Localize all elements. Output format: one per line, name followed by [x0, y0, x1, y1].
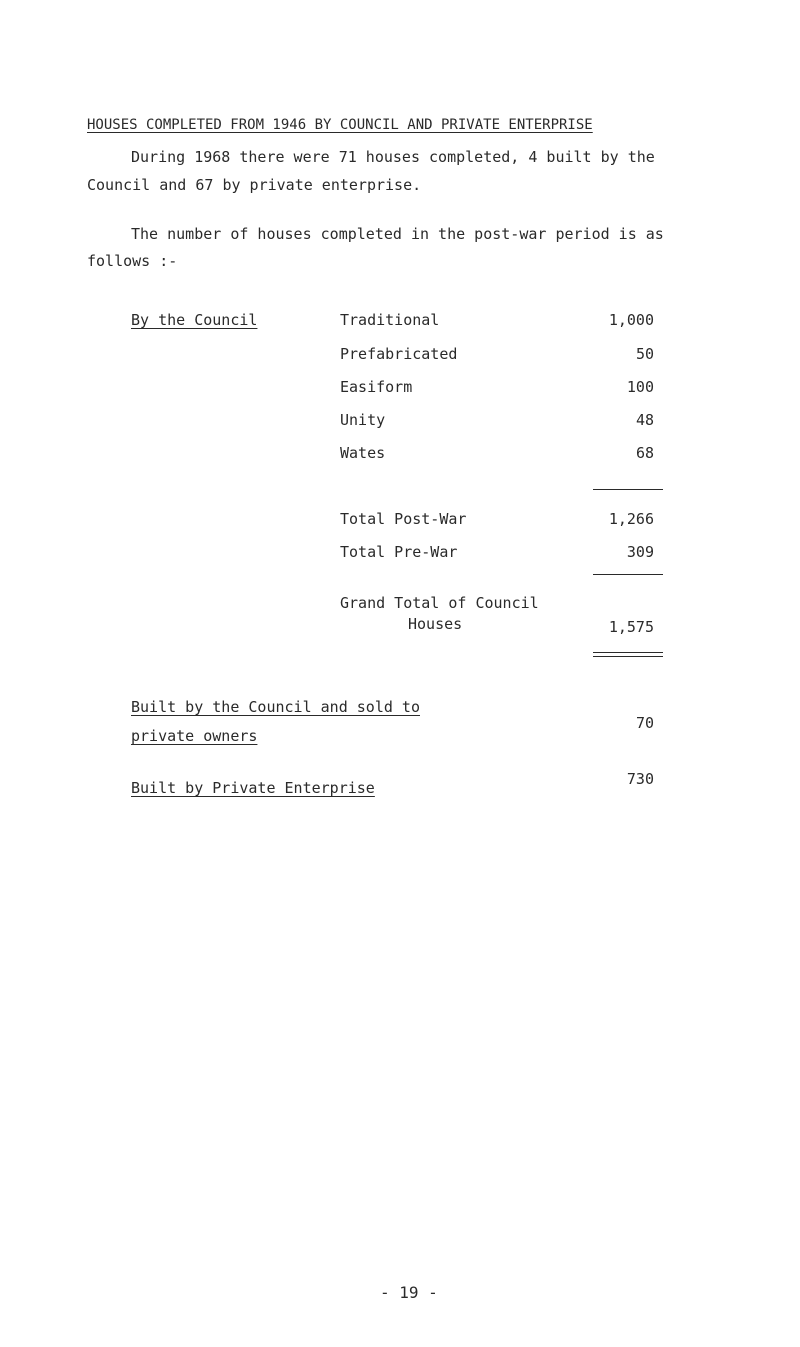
grand-total-double-rule	[593, 652, 663, 657]
para2-line1: The number of houses completed in the post-war period is as	[131, 225, 664, 243]
total-rule	[593, 574, 663, 575]
private-value: 730	[626, 770, 654, 788]
page-heading: HOUSES COMPLETED FROM 1946 BY COUNCIL AND PRIVATE ENTERPRISE	[87, 117, 593, 133]
row-label: Prefabricated	[340, 345, 458, 363]
subtotal-rule	[593, 489, 663, 490]
row-value: 68	[635, 444, 654, 462]
sold-label-line1: Built by the Council and sold to	[131, 698, 420, 716]
row-label: Easiform	[340, 378, 413, 396]
row-value: 48	[635, 411, 654, 429]
row-label: Traditional	[340, 311, 440, 329]
row-label: Wates	[340, 444, 386, 462]
page-number: - 19 -	[380, 1283, 438, 1302]
sold-label-line2: private owners	[131, 727, 258, 745]
total-post-war-label: Total Post-War	[340, 510, 467, 528]
total-post-war-value: 1,266	[608, 510, 654, 528]
para1-line1: During 1968 there were 71 houses completed, 4 built by the	[131, 148, 655, 166]
row-value: 100	[626, 378, 654, 396]
grand-total-label-line1: Grand Total of Council	[340, 594, 539, 612]
row-value: 1,000	[608, 311, 654, 329]
private-label: Built by Private Enterprise	[131, 779, 375, 797]
para1-line2: Council and 67 by private enterprise.	[87, 176, 422, 194]
row-value: 50	[635, 345, 654, 363]
total-pre-war-value: 309	[626, 543, 654, 561]
sold-value: 70	[635, 714, 654, 732]
row-label: Unity	[340, 411, 386, 429]
para2-line2: follows :-	[87, 252, 178, 270]
grand-total-value: 1,575	[608, 618, 654, 636]
total-pre-war-label: Total Pre-War	[340, 543, 458, 561]
grand-total-label-line2: Houses	[408, 615, 463, 633]
council-label: By the Council	[131, 311, 258, 329]
